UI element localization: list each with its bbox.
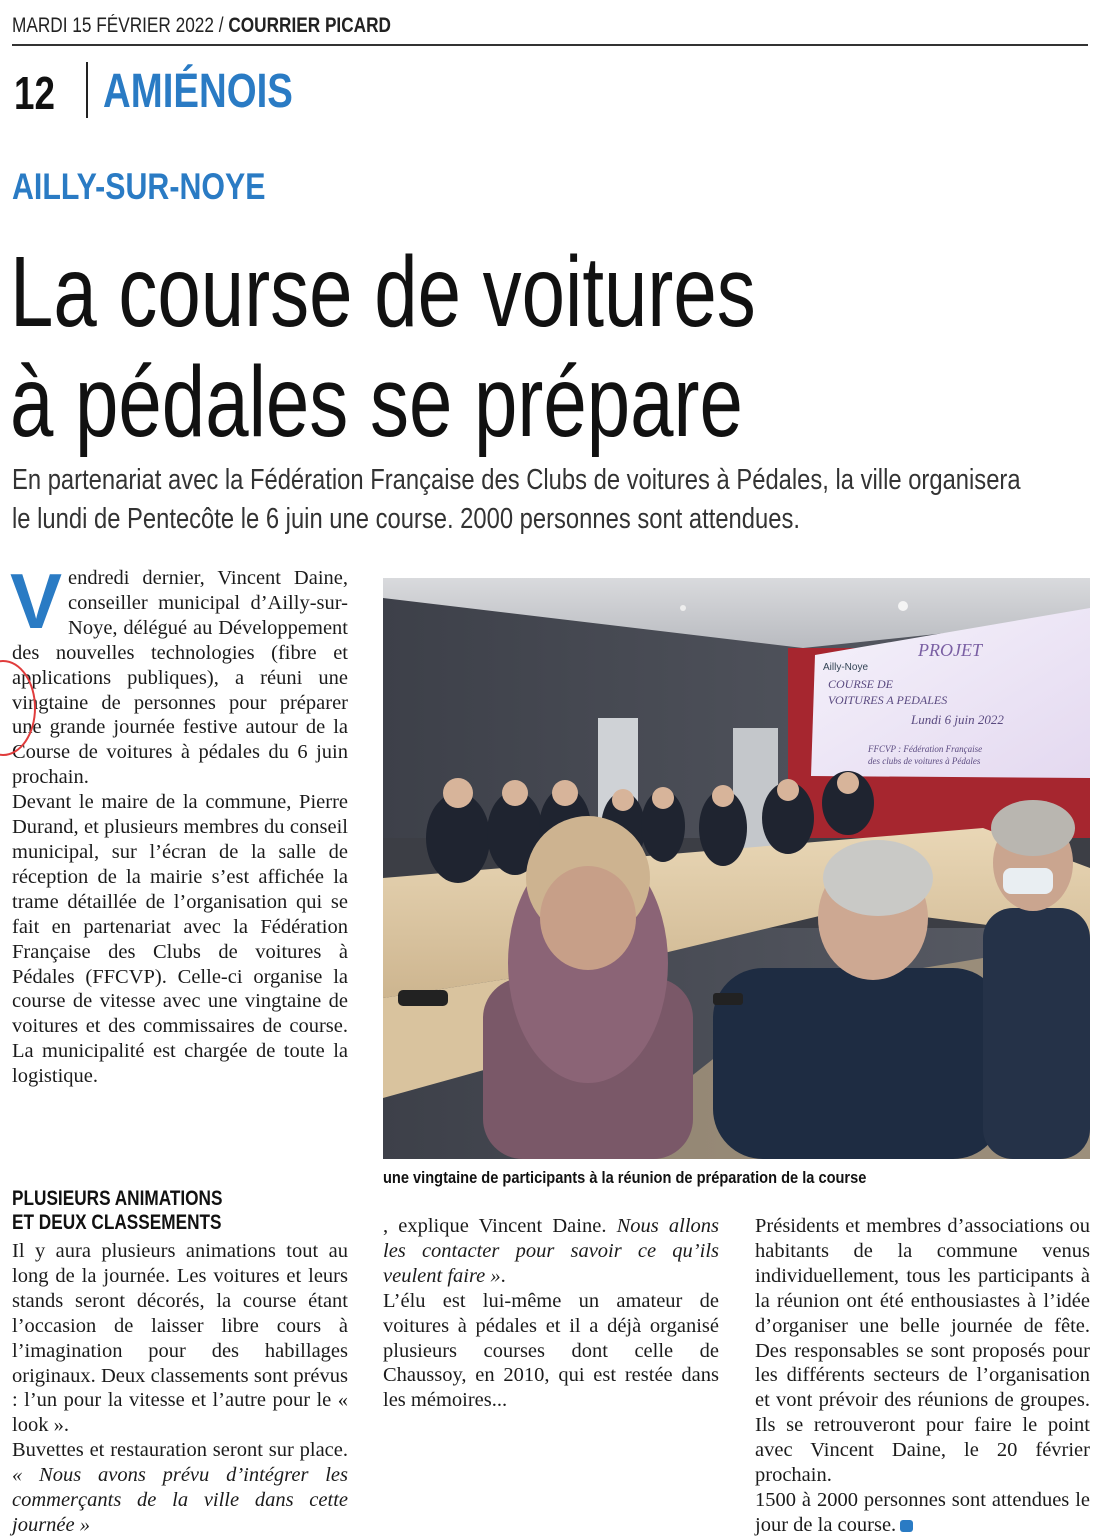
quote-text: Nous allons les contacter pour savoir ce qu’ils veulent faire »	[383, 1215, 719, 1287]
article-kicker: AILLY-SUR-NOYE	[12, 166, 266, 207]
section-divider	[86, 62, 88, 118]
screen-logo: Ailly-Noye	[823, 662, 869, 673]
article-column-1-lower	[12, 1239, 348, 1538]
article-subhead	[12, 1187, 222, 1235]
paragraph	[383, 1214, 719, 1289]
screen-footer-2: des clubs de voitures à Pédales	[868, 756, 981, 766]
paragraph: Présidents et membres d’associations ou habitants de la commune venus individuellement, tous les participants à la réunion ont été enthousiastes à l’idée d’organiser une belle journée de fête. Des responsables se sont proposés pour les différents secteurs de l’organisation et vont prévoir des réunions de groupes. Ils se retrouveront pour faire le point avec Vincent Daine, le 20 février prochain.	[755, 1215, 1090, 1487]
standfirst-line-2: le lundi de Pentecôte le 6 juin une course. 2000 personnes sont attendues.	[12, 503, 800, 535]
subhead-line-1: PLUSIEURS ANIMATIONS	[12, 1187, 223, 1210]
subhead-line-2: ET DEUX CLASSEMENTS	[12, 1211, 222, 1234]
paragraph	[12, 1438, 348, 1538]
article-column-2	[383, 1214, 719, 1413]
screen-date: Lundi 6 juin 2022	[911, 712, 1004, 727]
article-photo	[383, 578, 1090, 1159]
article-column-1	[10, 557, 348, 1089]
paragraph-text: 1500 à 2000 personnes sont attendues le jour de la course.	[755, 1488, 1090, 1536]
paragraph	[755, 1488, 1090, 1538]
paragraph-text: Buvettes et restauration seront sur place.	[12, 1439, 348, 1462]
paragraph-text: , explique Vincent Daine.	[383, 1215, 607, 1237]
drop-cap: V	[10, 557, 63, 645]
masthead-date-line	[12, 14, 391, 38]
paragraph	[10, 557, 348, 790]
section-name: AMIÉNOIS	[103, 65, 293, 118]
meeting-photo-illustration	[383, 578, 1090, 1159]
paragraph-text: .	[500, 1264, 506, 1287]
quote-text: « Nous avons prévu d’intégrer les commerçants de la ville dans cette journée »	[12, 1464, 348, 1536]
article-column-3	[755, 1214, 1090, 1538]
screen-title: PROJET	[918, 640, 982, 660]
masthead-rule	[12, 44, 1088, 46]
screen-footer-1: FFCVP : Fédération Française	[868, 744, 983, 754]
publication-name: COURRIER PICARD	[228, 14, 391, 37]
masthead-separator: /	[218, 14, 224, 37]
headline-line-1: La course de voitures	[10, 236, 756, 348]
headline-line-2: à pédales se prépare	[10, 346, 743, 458]
photo-caption: une vingtaine de participants à la réunion de préparation de la course	[383, 1168, 867, 1187]
paragraph-text: endredi dernier, Vincent Daine, conseiller municipal d’Ailly-sur-Noye, délégué au Développement des nouvelles technologies (fibre et applications publiques), a réuni une vingtaine de personnes pour préparer une grande journée festive autour de la Course de voitures à pédales du 6 juin prochain.	[12, 567, 348, 789]
page-number: 12	[14, 67, 55, 119]
paragraph: Devant le maire de la commune, Pierre Durand, et plusieurs membres du conseil municipal, sur l’écran de la salle de réception de la mairie s’est affichée la trame détaillée de l’organisation qui se fait en partenariat avec la Fédération Française des Clubs de voitures à Pédales (FFCVP). Celle-ci organise la course de vitesse avec une vingtaine de voitures et des commissaires de course. La municipalité est chargée de toute la logistique.	[12, 791, 348, 1088]
standfirst-line-1: En partenariat avec la Fédération Française des Clubs de voitures à Pédales, la ville organisera	[12, 464, 1021, 496]
issue-date: MARDI 15 FÉVRIER 2022	[12, 14, 214, 37]
screen-line-2: VOITURES A PEDALES	[828, 693, 948, 707]
paragraph: Il y aura plusieurs animations tout au long de la journée. Les voitures et leurs stands seront décorés, la course étant l’occasion de laisser libre cours à l’imagination pour des habillages originaux. Deux classements sont prévus : l’un pour la vitesse et l’autre pour le « look ».	[12, 1240, 348, 1437]
screen-line-1: COURSE DE	[828, 677, 893, 691]
paragraph: L’élu est lui-même un amateur de voitures à pédales et il a déjà organisé plusieurs courses dont celle de Chaussoy, en 2010, qui est restée dans les mémoires...	[383, 1289, 719, 1412]
